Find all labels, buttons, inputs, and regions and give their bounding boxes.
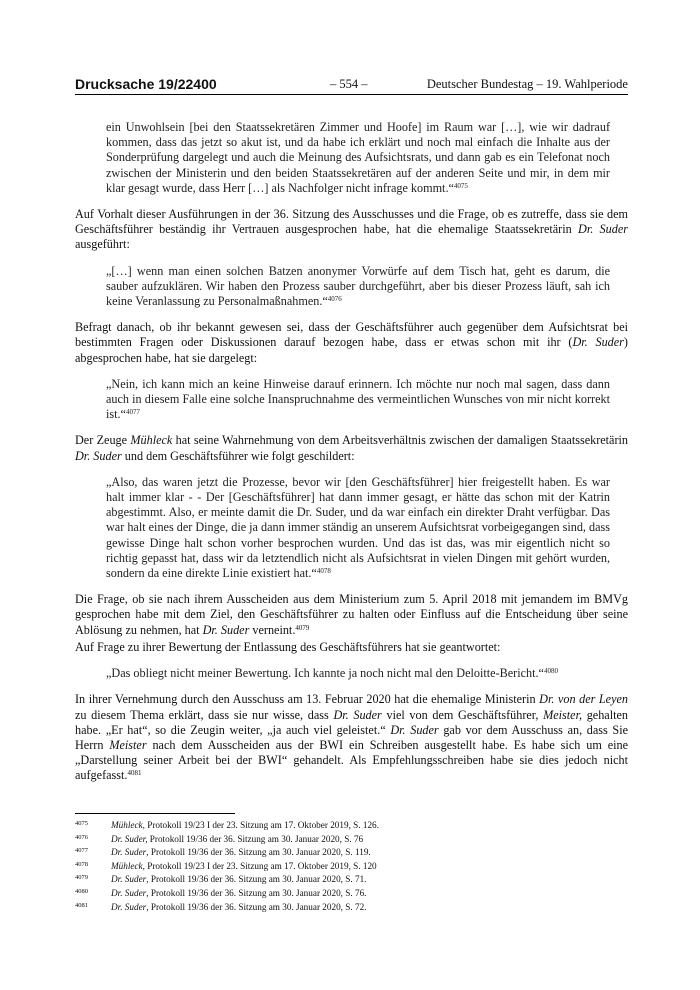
footnote-reference: 4080: [543, 667, 558, 676]
text-run: Auf Vorhalt dieser Ausführungen in der 36. Sitzung des Ausschusses und die Frage, ob es zutreffe, dass sie dem Geschäftsführer beständig ihr Vertrauen ausgesprochen habe, hat die ehemalige Staatssekretärin: [75, 207, 628, 237]
italic-text: Dr. Suder: [578, 222, 628, 237]
text-run: , Protokoll 19/36 der 36. Sitzung am 30. Januar 2020, S. 119.: [146, 847, 371, 858]
block-quote: [106, 377, 610, 423]
italic-text: Mühleck: [111, 820, 143, 830]
italic-text: Dr. Suder: [390, 722, 439, 737]
footnote-number: 4076: [75, 833, 88, 841]
text-run: Die Frage, ob sie nach ihrem Ausscheiden aus dem Ministerium zum 5. April 2018 mit jemandem im BMVg gesprochen habe mit dem Ziel, den Geschäftsführer zu halten oder Einfluss auf die Entscheidung über seine Ablösung zu nehmen, hat: [75, 592, 628, 637]
italic-text: Meister,: [543, 707, 583, 722]
footnote: [75, 900, 628, 914]
document-number: Drucksache 19/22400: [75, 76, 217, 92]
block-quote: [106, 475, 610, 581]
footnote-divider: [75, 813, 235, 814]
text-run: „Nein, ich kann mich an keine Hinweise darauf erinnern. Ich möchte nur noch mal sagen, dass dann auch in diesem Falle eine solche Inanspruchnahme des vermeintlichen Wunsches von mir nicht korrekt ist.“: [106, 376, 610, 422]
footnote: [75, 872, 628, 886]
footnote-number: 4079: [75, 874, 88, 882]
footnote-number: 4080: [75, 887, 88, 895]
italic-text: Dr. Suder: [572, 335, 624, 350]
footnote-reference: 4076: [327, 295, 342, 304]
publisher-label: Deutscher Bundestag – 19. Wahlperiode: [426, 77, 628, 91]
text-run: Protokoll 19/36 der 36. Sitzung am 30. Januar 2020, S. 76: [147, 833, 364, 844]
footnote-number: 4081: [75, 901, 88, 909]
footnote-number: 4077: [75, 847, 88, 855]
page-header: [75, 76, 628, 95]
text-run: „[…] wenn man einen solchen Batzen anonymer Vorwürfe auf dem Tisch hat, geht es darum, die sauber aufzuklären. Wir haben den Prozess sauber durchgeführt, aber bis dieser Prozess läuft, sah ich keine Veranlassung zu Personalmaßnahmen.“: [106, 263, 610, 309]
footnote-reference: 4075: [453, 181, 468, 190]
italic-text: Dr. Suder: [111, 901, 147, 912]
block-quote: [106, 666, 610, 681]
text-run: Befragt danach, ob ihr bekannt gewesen sei, dass der Geschäftsführer auch gegenüber dem Aufsichtsrat bei bestimmten Fragen oder Diskussionen darauf bezogen habe, dass er etwas schon mit ihr (: [75, 320, 628, 350]
paragraph: [75, 592, 628, 638]
footnotes: [75, 818, 628, 913]
text-run: ausgeführt:: [75, 237, 130, 252]
footnote-number: 4075: [75, 820, 88, 827]
body-text: [75, 120, 628, 795]
text-run: Der Zeuge: [75, 433, 131, 448]
text-run: , Protokoll 19/36 der 36. Sitzung am 30. Januar 2020, S. 76.: [146, 887, 367, 898]
block-quote: [106, 264, 610, 310]
text-run: und dem Geschäftsführer wie folgt geschildert:: [121, 448, 355, 463]
text-run: „Das obliegt nicht meiner Bewertung. Ich kannte ja noch nicht mal den Deloitte-Bericht.“: [106, 666, 544, 681]
footnote: [75, 818, 628, 832]
italic-text: Dr. Suder: [111, 847, 147, 858]
text-run: , Protokoll 19/23 I der 23. Sitzung am 17. Oktober 2019, S. 120: [142, 860, 377, 871]
footnote-reference: 4077: [125, 408, 140, 417]
footnote: [75, 886, 628, 900]
italic-text: Dr. Suder,: [111, 833, 148, 844]
text-run: ) abgesprochen habe, hat sie dargelegt:: [75, 335, 628, 365]
text-run: verneint.: [249, 622, 296, 637]
footnote: [75, 859, 628, 873]
italic-text: Dr. Suder: [111, 874, 147, 885]
text-run: nach dem Ausscheiden aus der BWI ein Schreiben ausgestellt habe. Es habe sich um eine „Darstellung seiner Arbeit bei der BWI“ gehandelt. Als Empfehlungsschreiben habe sie dies jedoch nicht aufgefasst.: [75, 737, 628, 783]
paragraph: [75, 692, 628, 783]
italic-text: Mühleck: [130, 433, 173, 448]
text-run: viel von dem Geschäftsführer,: [381, 707, 544, 722]
text-run: , Protokoll 19/36 der 36. Sitzung am 30. Januar 2020, S. 72.: [146, 901, 367, 912]
text-run: ein Unwohlsein [bei den Staatssekretären Zimmer und Hoofe] im Raum war […], wie wir dadrauf kommen, dass das jetzt so akut ist, und da habe ich erklärt und noch mal einfach die Inhalte aus der Sonderprüfung dargelegt und auch die Meinung des Aufsichtsrats, und dann gab es ein Telefonat noch zwischen der Ministerin und den beiden Staatssekretären auf der anderen Seite und mir, in dem mir klar gesagt wurde, dass Herr […] als Nachfolger nicht infrage kommt.“: [106, 120, 610, 195]
paragraph: [75, 207, 628, 253]
footnote-reference: 4079: [295, 623, 310, 632]
paragraph: [75, 433, 628, 463]
italic-text: Dr. Suder: [202, 622, 250, 637]
text-run: In ihrer Vernehmung durch den Ausschuss am 13. Februar 2020 hat die ehemalige Ministerin: [75, 692, 540, 707]
text-run: „Also, das waren jetzt die Prozesse, bevor wir [den Geschäftsführer] hier freigestellt haben. Es war halt immer klar - - Der [Geschäftsführer] hat dann immer gesagt, er hätte das schon mit der Katrin abgestimmt. Also, er meinte damit die Dr. Suder, und da war einfach ein direkter Draht verfügbar. Das war halt eines der Dinge, die ja dann immer ständig an unserem Aufsichtsrat vorbeigegangen sind, dass gewisse Dinge halt schon vorher besprochen wurden. Und das ist das, was mir eigentlich nicht so richtig gepasst hat, dass wir da letztendlich nicht als Aufsichtsrat in vielen Dingen mit gehört wurden, sondern da eine direkte Linie existiert hat.“: [106, 474, 610, 581]
footnote-number: 4078: [75, 860, 88, 868]
block-quote: [106, 120, 610, 196]
text-run: hat seine Wahrnehmung von dem Arbeitsverhältnis zwischen der damaligen Staatssekretärin: [172, 433, 628, 448]
italic-text: Dr. Suder: [111, 887, 147, 898]
paragraph: [75, 640, 628, 655]
paragraph: [75, 320, 628, 366]
italic-text: Mühleck: [111, 860, 143, 871]
footnote: [75, 832, 628, 846]
italic-text: Dr. von der Leyen: [539, 692, 629, 707]
footnote-reference: 4081: [127, 769, 142, 778]
text-run: Auf Frage zu ihrer Bewertung der Entlassung des Geschäftsführers hat sie geantwortet:: [75, 639, 501, 654]
text-run: , Protokoll 19/36 der 36. Sitzung am 30. Januar 2020, S. 71.: [146, 874, 367, 885]
text-run: zu diesem Thema erklärt, dass sie nur wisse, dass: [75, 707, 334, 722]
footnote: [75, 845, 628, 859]
italic-text: Meister: [109, 737, 147, 752]
text-run: gehalten habe. „Er hat“, so die Zeugin weiter, „ja auch viel geleistet.“: [75, 707, 628, 737]
italic-text: Dr. Suder: [75, 448, 122, 463]
footnote-reference: 4078: [316, 567, 331, 576]
text-run: gab vor dem Ausschuss an, dass Sie Herrn: [75, 722, 628, 752]
text-run: , Protokoll 19/23 I der 23. Sitzung am 17. Oktober 2019, S. 126.: [142, 820, 379, 830]
italic-text: Dr. Suder: [333, 707, 382, 722]
page-number: – 554 –: [330, 77, 368, 91]
